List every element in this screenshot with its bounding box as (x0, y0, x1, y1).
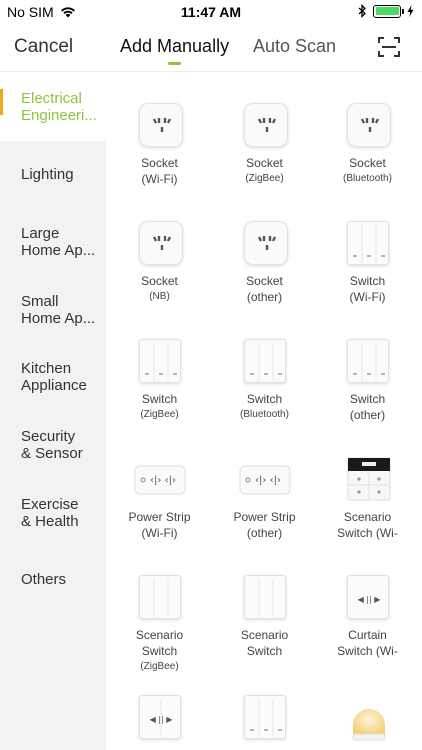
device-protocol: (other) (349, 408, 386, 422)
device-socket-nb[interactable] (108, 191, 211, 309)
switch-icon (347, 339, 391, 383)
device-scenario-switch[interactable] (213, 545, 316, 665)
sidebar-item-label-2: Engineeri... (21, 107, 97, 124)
device-name: Socket (246, 274, 283, 288)
socket-icon (139, 221, 183, 265)
bluetooth-icon (358, 4, 367, 18)
socket-icon (244, 221, 288, 265)
sidebar-item-label-2: & Sensor (21, 445, 83, 462)
device-name: Socket (246, 156, 283, 170)
tab-auto-scan[interactable]: Auto Scan (253, 36, 337, 56)
tab-add-manually[interactable]: Add Manually (120, 36, 230, 56)
sidebar-item-label-2: & Health (21, 513, 79, 530)
device-socket-other[interactable] (213, 191, 316, 309)
sidebar-item-others[interactable] (0, 549, 106, 617)
device-socket-zigbee[interactable] (213, 73, 316, 191)
device-scenario-switch-zigbee[interactable] (108, 545, 211, 672)
sidebar-item-security-sensor[interactable] (0, 413, 106, 481)
device-grid (106, 73, 422, 750)
device-protocol-2: (ZigBee) (140, 661, 179, 672)
charging-icon (407, 5, 414, 17)
device-protocol: (ZigBee) (245, 173, 284, 184)
device-name: Power Strip (128, 510, 191, 524)
device-protocol: (ZigBee) (140, 409, 179, 420)
switch-icon (139, 575, 183, 619)
nav-bar (0, 24, 422, 72)
scenario-panel-icon (347, 457, 391, 501)
active-indicator (0, 89, 3, 115)
device-switch-other[interactable] (316, 309, 419, 427)
status-time: 11:47 AM (180, 4, 242, 20)
device-curtain-switch[interactable] (108, 665, 211, 750)
night-light-icon (347, 695, 391, 739)
device-name: Scenario (343, 510, 392, 524)
device-switch-bluetooth[interactable] (213, 309, 316, 427)
status-bar (0, 0, 422, 24)
device-protocol: (other) (246, 526, 283, 540)
socket-icon (139, 103, 183, 147)
svg-text:‹|› ‹|›: ‹|› ‹|› (150, 475, 176, 486)
sidebar-item-lighting[interactable] (0, 141, 106, 209)
scan-frame-icon[interactable] (377, 35, 401, 59)
switch-icon (244, 575, 288, 619)
socket-icon (244, 103, 288, 147)
device-protocol: Switch (Wi- (337, 526, 398, 540)
device-night-light[interactable] (316, 665, 419, 750)
device-name: Curtain (348, 628, 387, 642)
sidebar-item-kitchen-appliance[interactable] (0, 345, 106, 413)
sidebar-item-electrical[interactable] (0, 73, 106, 141)
device-socket-bluetooth[interactable] (316, 73, 419, 191)
device-power-strip-wifi[interactable] (108, 427, 211, 545)
sidebar-item-exercise-health[interactable] (0, 481, 106, 549)
power-strip-icon (239, 463, 291, 497)
sidebar-item-large-home-appliance[interactable] (0, 209, 106, 277)
sidebar-item-label: Small (21, 293, 59, 310)
status-right (358, 4, 414, 18)
device-protocol: (Bluetooth) (240, 409, 289, 420)
device-protocol: Switch (141, 644, 178, 658)
sidebar-item-label: Electrical (21, 90, 82, 107)
switch-icon (347, 221, 391, 265)
svg-text:‹|› ‹|›: ‹|› ‹|› (255, 475, 281, 486)
svg-text:◀ || ▶: ◀ || ▶ (357, 595, 381, 604)
device-name: Socket (141, 274, 178, 288)
switch-icon (244, 339, 288, 383)
sidebar-item-label-2: Home Ap... (21, 310, 96, 327)
device-switch-zigbee[interactable] (108, 309, 211, 427)
device-protocol: (other) (246, 290, 283, 304)
device-protocol: (Wi-Fi) (141, 172, 178, 186)
sidebar-item-label: Others (21, 571, 67, 588)
socket-icon (347, 103, 391, 147)
battery-icon (373, 5, 401, 18)
device-switch-3gang[interactable] (213, 665, 316, 750)
sidebar-item-label: Large (21, 225, 60, 242)
carrier-label: No SIM (7, 4, 54, 20)
tab-indicator (168, 62, 181, 65)
device-curtain-switch-wifi[interactable] (316, 545, 419, 665)
device-name: Switch (349, 392, 386, 406)
device-name: Switch (141, 392, 178, 406)
device-protocol: Switch (Wi- (337, 644, 398, 658)
sidebar-item-label: Lighting (21, 166, 74, 183)
device-protocol: (Wi-Fi) (349, 290, 386, 304)
sidebar-item-label-2: Home Ap... (21, 242, 96, 259)
device-protocol: Switch (246, 644, 283, 658)
curtain-switch-icon (139, 695, 183, 739)
device-protocol: (Bluetooth) (343, 173, 392, 184)
power-strip-icon (134, 463, 186, 497)
device-name: Switch (349, 274, 386, 288)
device-name: Socket (349, 156, 386, 170)
device-switch-wifi[interactable] (316, 191, 419, 309)
cancel-button[interactable]: Cancel (14, 36, 74, 57)
device-name: Scenario (135, 628, 184, 642)
sidebar-item-label: Kitchen (21, 360, 72, 377)
switch-icon (244, 695, 288, 739)
device-protocol: (Wi-Fi) (141, 526, 178, 540)
device-scenario-switch-wifi[interactable] (316, 427, 419, 545)
device-name: Socket (141, 156, 178, 170)
device-name: Scenario (240, 628, 289, 642)
device-name: Switch (246, 392, 283, 406)
switch-icon (139, 339, 183, 383)
category-sidebar (0, 73, 106, 750)
device-name: Power Strip (233, 510, 296, 524)
device-protocol: (NB) (149, 291, 170, 302)
sidebar-item-label: Exercise (21, 496, 79, 513)
device-socket-wifi[interactable] (108, 73, 211, 191)
svg-text:◀ || ▶: ◀ || ▶ (149, 715, 173, 724)
device-power-strip-other[interactable] (213, 427, 316, 545)
sidebar-item-label: Security (21, 428, 76, 445)
sidebar-item-label-2: Appliance (21, 377, 87, 394)
curtain-switch-icon (347, 575, 391, 619)
sidebar-item-small-home-appliance[interactable] (0, 277, 106, 345)
